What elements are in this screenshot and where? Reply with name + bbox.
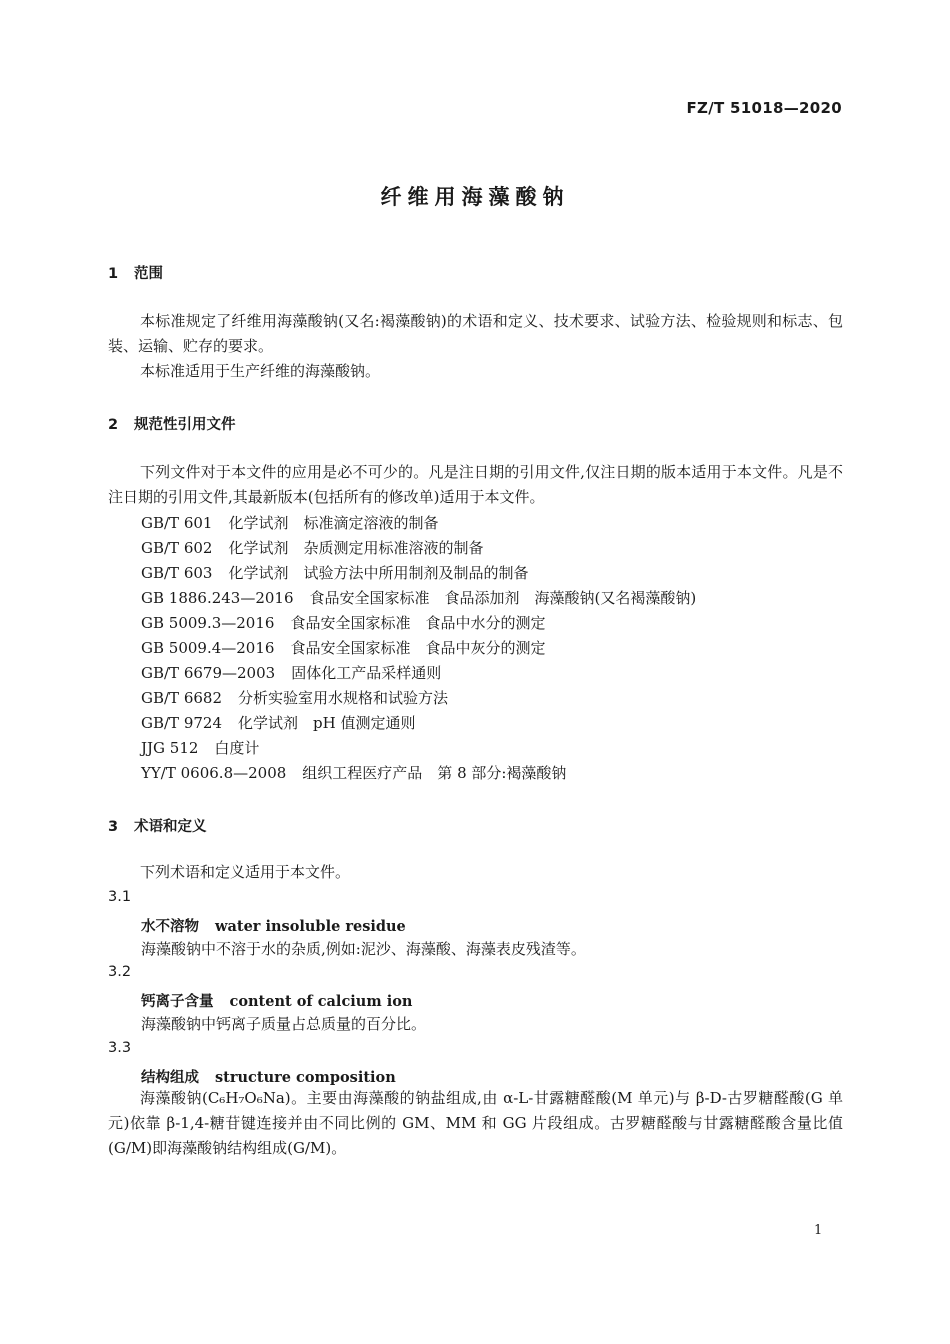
section-number: 2 — [108, 417, 119, 433]
section-title: 范围 — [134, 266, 163, 282]
reference-item: YY/T 0606.8—2008 组织工程医疗产品 第 8 部分:褐藻酸钠 — [141, 764, 567, 782]
section-heading-scope — [108, 262, 163, 283]
reference-item: GB/T 602 化学试剂 杂质测定用标准溶液的制备 — [141, 539, 484, 557]
reference-item: GB/T 603 化学试剂 试验方法中所用制剂及制品的制备 — [141, 564, 529, 582]
term-number: 3.3 — [108, 1040, 132, 1056]
section-title: 术语和定义 — [134, 819, 207, 835]
reference-item: GB/T 6679—2003 固体化工产品采样通则 — [141, 664, 442, 682]
reference-item: GB/T 6682 分析实验室用水规格和试验方法 — [141, 689, 449, 707]
reference-item: GB/T 601 化学试剂 标准滴定溶液的制备 — [141, 514, 439, 532]
term-definition: 海藻酸钠(C₆H₇O₆Na)。主要由海藻酸的钠盐组成,由 α-L-甘露糖醛酸(M 单元)与 β-D-古罗糖醛酸(G 单元)依靠 β-1,4-糖苷键连接并由不同比例的 GM、MM 和 GG 片段组成。古罗糖醛酸与甘露糖醛酸含量比值(G/M)即海藻酸钠结构组成(G/M)。 — [108, 1089, 843, 1157]
term-heading: 钙离子含量 content of calcium ion — [141, 993, 413, 1010]
reference-item: JJG 512 白度计 — [141, 739, 260, 757]
term-heading: 结构组成 structure composition — [141, 1069, 396, 1086]
section-heading-terms — [108, 815, 207, 836]
section-number: 3 — [108, 819, 119, 835]
reference-item: GB 5009.3—2016 食品安全国家标准 食品中水分的测定 — [141, 614, 546, 632]
reference-item: GB 1886.243—2016 食品安全国家标准 食品添加剂 海藻酸钠(又名褐藻酸钠) — [141, 589, 697, 607]
standard-code: FZ/T 51018—2020 — [686, 99, 842, 117]
scope-paragraph: 本标准规定了纤维用海藻酸钠(又名:褐藻酸钠)的术语和定义、技术要求、试验方法、检验规则和标志、包装、运输、贮存的要求。 — [108, 312, 843, 355]
document-title: 纤维用海藻酸钠 — [380, 185, 570, 209]
section-number: 1 — [108, 266, 119, 282]
term-definition: 海藻酸钠中钙离子质量占总质量的百分比。 — [141, 1015, 427, 1033]
term-heading: 水不溶物 water insoluble residue — [141, 918, 406, 935]
section-heading-references — [108, 413, 236, 434]
section-title: 规范性引用文件 — [134, 417, 236, 433]
reference-item: GB 5009.4—2016 食品安全国家标准 食品中灰分的测定 — [141, 639, 546, 657]
term-number: 3.2 — [108, 964, 132, 980]
terms-intro: 下列术语和定义适用于本文件。 — [140, 863, 351, 881]
references-intro: 下列文件对于本文件的应用是必不可少的。凡是注日期的引用文件,仅注日期的版本适用于本文件。凡是不注日期的引用文件,其最新版本(包括所有的修改单)适用于本文件。 — [108, 463, 843, 506]
page-number: 1 — [814, 1223, 823, 1238]
term-number: 3.1 — [108, 889, 132, 905]
term-definition: 海藻酸钠中不溶于水的杂质,例如:泥沙、海藻酸、海藻表皮残渣等。 — [141, 940, 586, 958]
scope-applicability: 本标准适用于生产纤维的海藻酸钠。 — [140, 362, 381, 380]
reference-item: GB/T 9724 化学试剂 pH 值测定通则 — [141, 714, 416, 732]
